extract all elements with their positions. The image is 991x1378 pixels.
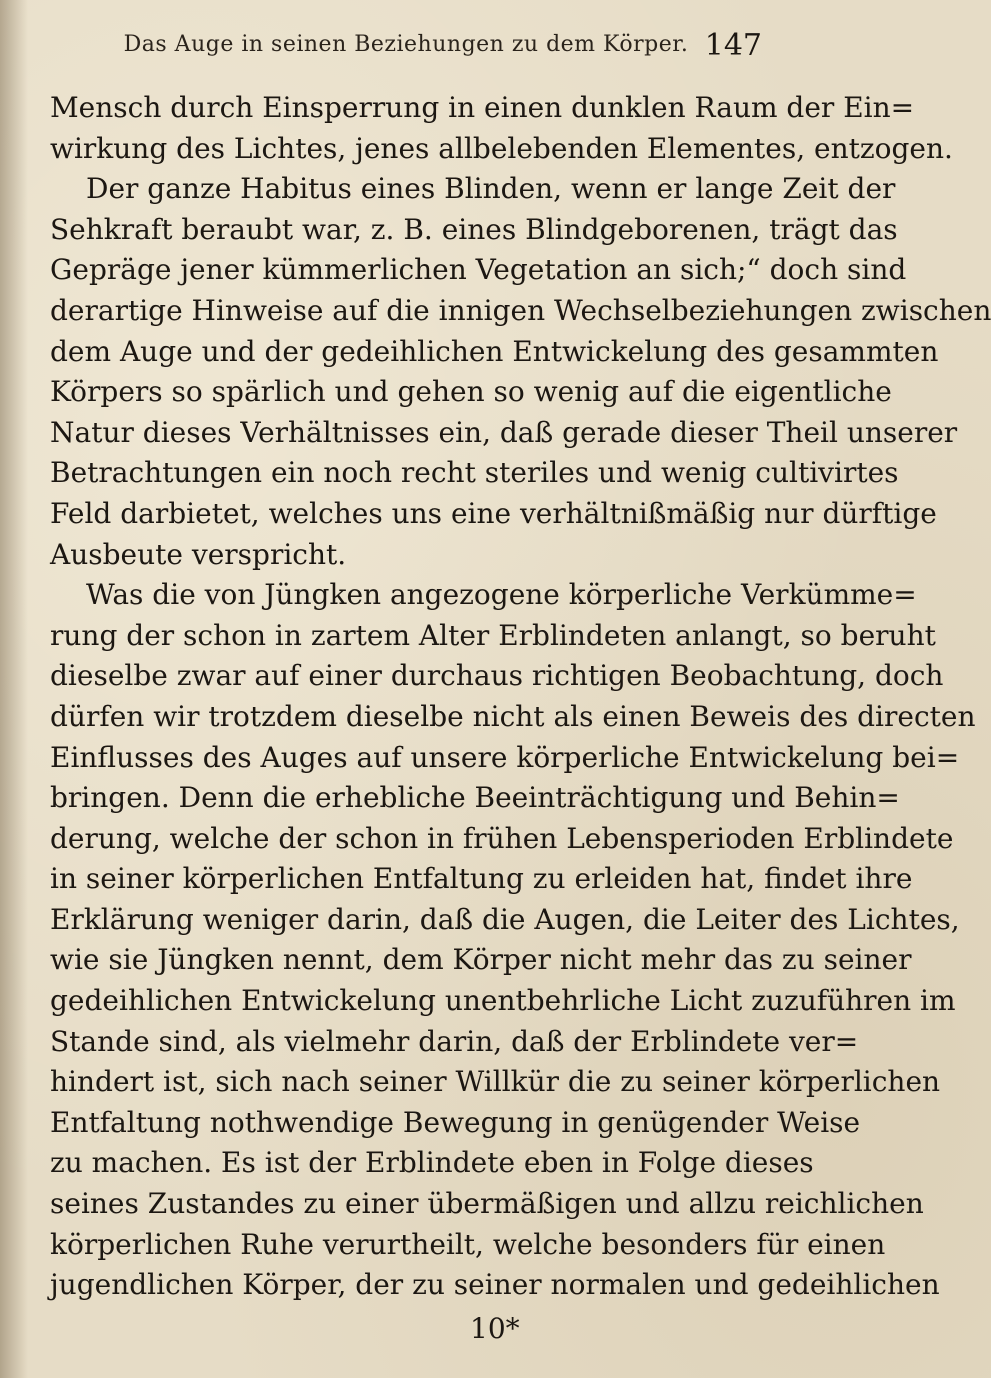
text-line: Was die von Jüngken angezogene körperliche Verkümme= [86,578,917,612]
text-line: derartige Hinweise auf die innigen Wechselbeziehungen zwischen [50,293,991,327]
running-title: Das Auge in seinen Beziehungen zu dem Körper. [123,32,689,57]
body-text [50,88,991,1306]
text-line: Natur dieses Verhältnisses ein, daß gerade dieser Theil unserer [50,415,958,449]
text-line: hindert ist, sich nach seiner Willkür die zu seiner körperlichen [50,1065,941,1099]
text-line: Betrachtungen ein noch recht steriles und wenig cultivirtes [50,456,899,490]
text-line: bringen. Denn die erhebliche Beeinträchtigung und Behin= [50,781,900,815]
text-line: gedeihlichen Entwickelung unentbehrliche Licht zuzuführen im [50,984,956,1018]
text-line: Erklärung weniger darin, daß die Augen, die Leiter des Lichtes, [50,902,960,936]
text-line: Feld darbietet, welches uns eine verhältnißmäßig nur dürftige [50,496,937,530]
text-line: zu machen. Es ist der Erblindete eben in Folge dieses [50,1146,814,1180]
text-line: Der ganze Habitus eines Blinden, wenn er lange Zeit der [86,172,896,206]
text-line: dürfen wir trotzdem dieselbe nicht als einen Beweis des directen [50,699,976,733]
text-line: dem Auge und der gedeihlichen Entwickelung des gesammten [50,334,939,368]
text-line: Mensch durch Einsperrung in einen dunklen Raum der Ein= [50,91,915,124]
text-line: in seiner körperlichen Entfaltung zu erleiden hat, findet ihre [50,862,913,896]
page-number: 147 [704,28,762,63]
text-line: rung der schon in zartem Alter Erblindeten anlangt, so beruht [50,618,936,652]
text-line: Einflusses des Auges auf unsere körperliche Entwickelung bei= [50,740,960,774]
text-line: derung, welche der schon in frühen Lebensperioden Erblindete [50,821,954,855]
text-line: Entfaltung nothwendige Bewegung in genügender Weise [50,1105,861,1139]
text-line: wie sie Jüngken nennt, dem Körper nicht mehr das zu seiner [50,943,912,977]
text-line: Sehkraft beraubt war, z. B. eines Blindgeborenen, trägt das [50,212,898,246]
text-line: seines Zustandes zu einer übermäßigen und allzu reichlichen [50,1187,924,1221]
text-line: Ausbeute verspricht. [50,537,347,571]
text-line: dieselbe zwar auf einer durchaus richtigen Beobachtung, doch [50,659,944,693]
text-line: jugendlichen Körper, der zu seiner normalen und gedeihlichen [50,1268,940,1302]
text-line: körperlichen Ruhe verurtheilt, welche besonders für einen [50,1227,886,1261]
signature-mark: 10* [470,1312,520,1345]
running-head [50,18,762,78]
text-line: Stande sind, als vielmehr darin, daß der Erblindete ver= [50,1024,859,1058]
text-line: wirkung des Lichtes, jenes allbelebenden Elementes, entzogen. [50,131,953,165]
text-line: Körpers so spärlich und gehen so wenig auf die eigentliche [50,375,892,409]
text-line: Gepräge jener kümmerlichen Vegetation an sich;“ doch sind [50,253,907,287]
book-page [50,18,991,1358]
page-spine-shadow [0,0,28,1378]
